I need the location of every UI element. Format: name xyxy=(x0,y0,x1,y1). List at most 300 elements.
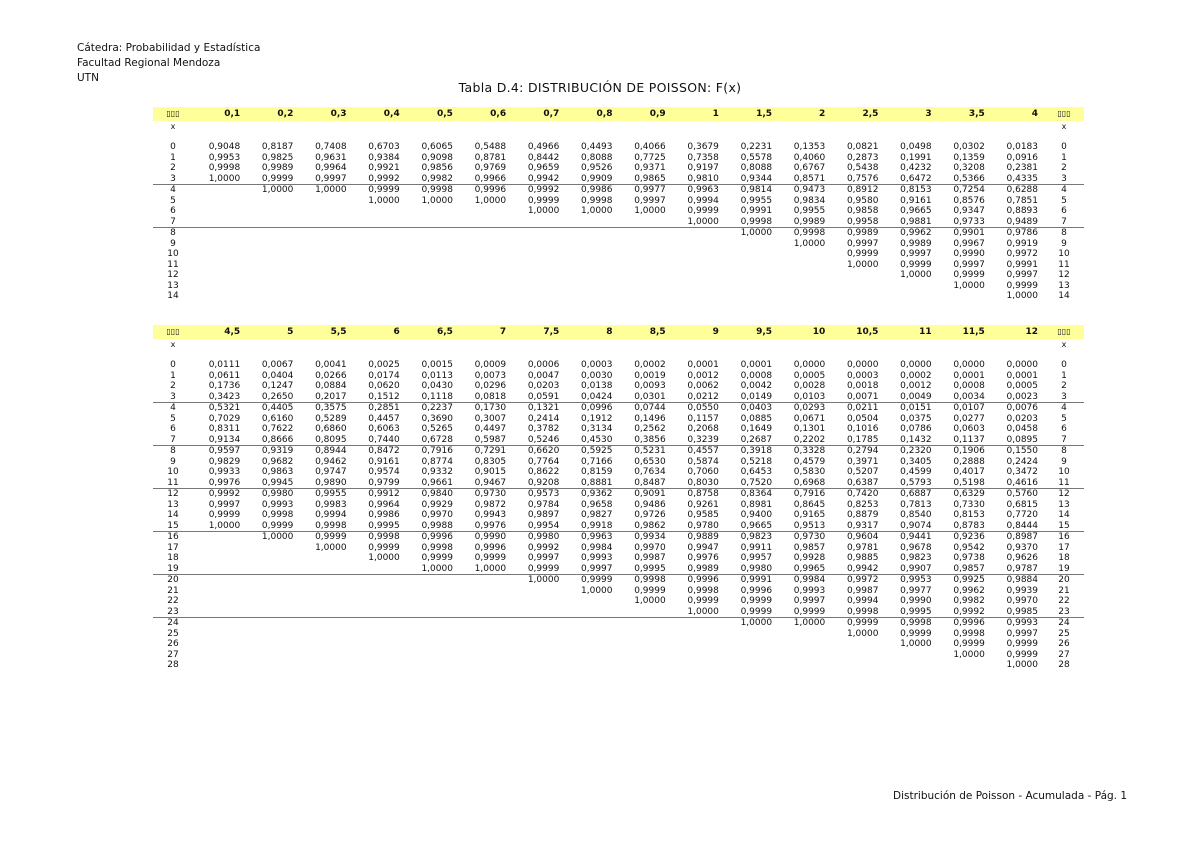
cdf-cell xyxy=(672,270,725,281)
cdf-cell: 0,2851 xyxy=(353,403,406,414)
cdf-cell xyxy=(193,196,246,207)
cdf-cell xyxy=(353,206,406,217)
cdf-cell: 0,4457 xyxy=(368,413,400,424)
x-value: 6 xyxy=(1061,424,1067,434)
table-row xyxy=(153,586,1084,597)
cdf-cell: 0,9934 xyxy=(619,532,672,543)
cdf-cell: 0,9947 xyxy=(687,542,719,553)
cdf-cell: 0,8444 xyxy=(1006,520,1038,531)
cdf-cell: 1,0000 xyxy=(246,185,299,196)
cdf-cell xyxy=(406,239,459,250)
cdf-cell: 0,9165 xyxy=(793,510,826,520)
cdf-cell: 0,9999 xyxy=(953,270,985,280)
cdf-cell: 0,0000 xyxy=(793,360,826,370)
cdf-cell xyxy=(299,564,352,575)
lambda-header: 7 xyxy=(459,325,512,339)
cdf-cell: 0,9857 xyxy=(793,542,826,553)
cdf-cell: 0,9513 xyxy=(793,520,826,531)
cdf-cell xyxy=(831,660,884,671)
x-value: 18 xyxy=(167,553,179,563)
cdf-cell: 0,8088 xyxy=(581,152,613,163)
cdf-cell: 0,2888 xyxy=(953,456,985,467)
cdf-cell: 0,7291 xyxy=(459,446,512,457)
cdf-cell: 0,0000 xyxy=(953,360,985,370)
lambda-header: 11,5 xyxy=(938,325,991,339)
cdf-cell xyxy=(512,607,565,618)
cdf-cell: 0,9091 xyxy=(619,489,672,500)
cdf-cell xyxy=(672,228,725,239)
cdf-cell xyxy=(512,660,565,671)
cdf-cell: 0,8153 xyxy=(884,185,937,196)
cdf-cell: 0,9319 xyxy=(246,446,299,457)
cdf-cell: 0,4530 xyxy=(581,434,613,445)
cdf-cell: 0,9786 xyxy=(991,228,1044,239)
cdf-cell: 0,2414 xyxy=(527,413,560,424)
cdf-cell: 0,9344 xyxy=(740,173,773,184)
cdf-cell: 0,7408 xyxy=(315,142,347,152)
cdf-cell: 0,0025 xyxy=(368,360,400,370)
cdf-cell: 0,9865 xyxy=(634,173,666,184)
cdf-cell: 0,9999 xyxy=(565,575,618,586)
x-value: 18 xyxy=(1058,553,1070,563)
cdf-cell xyxy=(884,281,937,292)
cdf-cell: 0,9953 xyxy=(884,575,937,586)
x-value: 6 xyxy=(170,206,176,216)
cdf-cell: 0,2794 xyxy=(831,446,884,457)
cdf-cell: 0,0404 xyxy=(261,370,294,381)
cdf-cell xyxy=(353,660,406,671)
table-row xyxy=(153,457,1084,468)
cdf-cell: 0,0183 xyxy=(1006,142,1038,152)
cdf-cell xyxy=(299,650,352,661)
cdf-cell: 0,9486 xyxy=(634,499,666,510)
cdf-cell: 0,9954 xyxy=(527,520,560,531)
cdf-cell: 0,9840 xyxy=(406,489,459,500)
cdf-cell: 0,9998 xyxy=(884,618,937,629)
x-value: 12 xyxy=(167,270,179,280)
cdf-cell: 0,9999 xyxy=(740,606,773,617)
cdf-cell xyxy=(778,249,831,260)
lambda-header: 0,8 xyxy=(565,107,618,121)
cdf-cell: 0,9317 xyxy=(846,520,879,531)
cdf-cell: 0,0034 xyxy=(953,391,985,402)
x-value: 14 xyxy=(1058,291,1070,301)
x-value: 6 xyxy=(170,424,176,434)
cdf-cell: 0,8879 xyxy=(846,510,879,520)
cdf-cell xyxy=(512,639,565,650)
cdf-cell xyxy=(193,586,246,597)
x-value: 26 xyxy=(1058,639,1070,649)
cdf-cell: 0,9990 xyxy=(459,532,512,543)
cdf-cell: 0,9730 xyxy=(778,532,831,543)
cdf-cell: 0,9997 xyxy=(527,553,560,563)
cdf-cell: 0,9332 xyxy=(421,467,453,477)
cdf-cell: 0,9862 xyxy=(634,520,666,531)
cdf-cell xyxy=(406,660,459,671)
cdf-cell: 0,7060 xyxy=(687,467,719,477)
cdf-cell: 0,0302 xyxy=(953,142,985,152)
cdf-cell: 0,9993 xyxy=(261,499,294,510)
cdf-cell: 1,0000 xyxy=(208,520,241,531)
x-value: 1 xyxy=(1061,370,1067,381)
cdf-cell: 0,9999 xyxy=(261,173,294,184)
lambda-header: 10 xyxy=(778,325,831,339)
cdf-cell: 0,0603 xyxy=(953,424,985,434)
table-row xyxy=(153,435,1084,446)
cdf-cell: 0,9998 xyxy=(421,542,453,553)
cdf-cell xyxy=(299,553,352,564)
cdf-cell: 0,6453 xyxy=(740,467,773,477)
cdf-cell xyxy=(299,629,352,640)
cdf-cell: 0,7576 xyxy=(846,173,879,184)
header-facultad: Facultad Regional Mendoza xyxy=(77,57,221,69)
cdf-cell: 0,1247 xyxy=(261,381,294,391)
cdf-cell: 0,9962 xyxy=(953,585,985,596)
cdf-cell: 0,9996 xyxy=(459,185,512,196)
cdf-cell xyxy=(299,270,352,281)
cdf-cell: 1,0000 xyxy=(900,639,932,649)
cdf-cell: 0,9980 xyxy=(740,563,773,574)
cdf-cell: 0,9996 xyxy=(406,532,459,543)
cdf-cell xyxy=(353,596,406,607)
x-value: 4 xyxy=(153,185,193,196)
lambda-header: 4 xyxy=(991,107,1044,121)
cdf-cell: 0,9992 xyxy=(368,173,400,184)
x-value: 10 xyxy=(1058,249,1070,259)
cdf-cell xyxy=(459,639,512,650)
cdf-cell xyxy=(246,607,299,618)
cdf-cell: 0,9925 xyxy=(938,575,991,586)
cdf-cell xyxy=(246,629,299,640)
cdf-cell: 0,9943 xyxy=(474,510,507,520)
x-value: 11 xyxy=(1058,477,1070,488)
cdf-cell xyxy=(512,618,565,629)
cdf-cell xyxy=(565,260,618,271)
cdf-cell xyxy=(246,260,299,271)
cdf-cell: 0,8030 xyxy=(687,477,719,488)
cdf-cell xyxy=(246,575,299,586)
cdf-cell: 0,6968 xyxy=(793,477,826,488)
cdf-cell: 0,3208 xyxy=(953,163,985,173)
cdf-cell: 0,4599 xyxy=(900,467,932,477)
cdf-cell xyxy=(672,650,725,661)
cdf-cell: 1,0000 xyxy=(725,228,778,239)
cdf-cell xyxy=(406,260,459,271)
cdf-cell: 0,0001 xyxy=(953,370,985,381)
cdf-cell: 0,9823 xyxy=(725,532,778,543)
cdf-cell xyxy=(193,596,246,607)
cdf-cell: 0,9988 xyxy=(421,520,453,531)
cdf-cell: 1,0000 xyxy=(846,628,879,639)
cdf-cell: 0,9827 xyxy=(581,510,613,520)
cdf-cell: 0,0744 xyxy=(619,403,672,414)
cdf-cell: 0,9955 xyxy=(740,195,773,206)
cdf-cell xyxy=(406,249,459,260)
cdf-cell: 0,9958 xyxy=(846,216,879,227)
cdf-cell xyxy=(565,281,618,292)
cdf-cell: 0,9998 xyxy=(581,195,613,206)
cdf-cell xyxy=(459,217,512,228)
cdf-cell xyxy=(299,596,352,607)
cdf-cell: 0,3007 xyxy=(474,413,507,424)
cdf-cell: 0,9362 xyxy=(565,489,618,500)
cdf-cell: 0,6887 xyxy=(884,489,937,500)
cdf-cell: 0,0151 xyxy=(884,403,937,414)
cdf-cell xyxy=(672,249,725,260)
cdf-cell: 1,0000 xyxy=(900,270,932,280)
cdf-cell: 1,0000 xyxy=(315,542,347,553)
cdf-cell: 0,0008 xyxy=(740,370,773,381)
cdf-cell xyxy=(459,586,512,597)
cdf-cell: 0,4232 xyxy=(900,163,932,173)
cdf-cell: 0,9992 xyxy=(193,489,246,500)
cdf-cell xyxy=(619,270,672,281)
cdf-cell: 0,0301 xyxy=(634,391,666,402)
cdf-cell: 0,0611 xyxy=(208,370,241,381)
table-row xyxy=(153,206,1084,217)
cdf-cell xyxy=(512,239,565,250)
cdf-cell: 0,0071 xyxy=(846,391,879,402)
x-value: 23 xyxy=(167,606,179,617)
lambda-header: 10,5 xyxy=(831,325,884,339)
x-value: 12 xyxy=(1044,489,1084,500)
cdf-cell: 0,5321 xyxy=(193,403,246,414)
cdf-cell xyxy=(246,291,299,302)
cdf-cell: 0,9955 xyxy=(299,489,352,500)
cdf-cell: 0,0671 xyxy=(793,413,826,424)
x-value: 7 xyxy=(1061,216,1067,227)
cdf-cell: 0,1906 xyxy=(938,446,991,457)
cdf-cell: 1,0000 xyxy=(725,618,778,629)
table-row xyxy=(153,424,1084,435)
cdf-cell: 0,9784 xyxy=(527,499,560,510)
cdf-cell: 0,9574 xyxy=(368,467,400,477)
cdf-cell xyxy=(619,660,672,671)
cdf-cell: 0,9347 xyxy=(953,206,985,216)
cdf-cell: 0,0019 xyxy=(634,370,666,381)
cdf-cell: 0,0375 xyxy=(900,413,932,424)
cdf-cell: 0,9542 xyxy=(953,542,985,553)
cdf-cell: 0,5265 xyxy=(421,424,453,434)
x-value: 3 xyxy=(1061,173,1067,184)
cdf-cell: 1,0000 xyxy=(846,259,879,270)
cdf-cell: 0,9942 xyxy=(846,563,879,574)
cdf-cell: 0,7440 xyxy=(368,434,400,445)
table-row xyxy=(153,260,1084,271)
cdf-cell xyxy=(299,575,352,586)
cdf-cell xyxy=(512,281,565,292)
cdf-cell xyxy=(406,596,459,607)
table-row xyxy=(153,478,1084,489)
cdf-cell xyxy=(406,629,459,640)
header-utn: UTN xyxy=(77,72,99,84)
cdf-cell xyxy=(619,639,672,650)
cdf-cell xyxy=(353,281,406,292)
cdf-cell: 0,9261 xyxy=(687,499,719,510)
cdf-cell: 0,1301 xyxy=(793,424,826,434)
cdf-cell xyxy=(246,228,299,239)
cdf-cell: 0,9982 xyxy=(953,596,985,606)
cdf-cell xyxy=(299,607,352,618)
cdf-cell: 0,9995 xyxy=(634,563,666,574)
cdf-cell: 0,9489 xyxy=(1006,216,1038,227)
cdf-cell xyxy=(725,660,778,671)
cdf-cell: 0,9998 xyxy=(846,606,879,617)
cdf-cell xyxy=(193,532,246,543)
lambda-header: 0,2 xyxy=(246,107,299,121)
cdf-cell: 0,9473 xyxy=(778,185,831,196)
cdf-cell: 0,9999 xyxy=(474,553,507,563)
cdf-cell xyxy=(725,270,778,281)
cdf-cell: 0,4557 xyxy=(672,446,725,457)
x-value: 0 xyxy=(170,142,176,152)
x-value: 25 xyxy=(167,628,179,639)
cdf-cell xyxy=(193,228,246,239)
cdf-cell xyxy=(565,618,618,629)
cdf-cell xyxy=(353,564,406,575)
cdf-cell: 0,8758 xyxy=(672,489,725,500)
cdf-cell: 0,9990 xyxy=(953,249,985,259)
cdf-cell xyxy=(353,249,406,260)
cdf-cell: 0,9074 xyxy=(900,520,932,531)
x-label: x xyxy=(170,339,176,349)
cdf-cell: 0,9994 xyxy=(687,195,719,206)
cdf-cell: 0,9781 xyxy=(846,542,879,553)
cdf-cell: 0,2320 xyxy=(884,446,937,457)
cdf-cell: 0,9997 xyxy=(953,259,985,270)
x-value: 24 xyxy=(153,618,193,629)
cdf-cell xyxy=(299,660,352,671)
cdf-cell xyxy=(353,618,406,629)
x-value: 1 xyxy=(1061,152,1067,163)
cdf-cell: 1,0000 xyxy=(778,618,831,629)
cdf-cell: 0,8645 xyxy=(793,499,826,510)
cdf-cell xyxy=(193,543,246,554)
cdf-cell: 0,9631 xyxy=(315,152,347,163)
cdf-cell: 0,9371 xyxy=(634,163,666,173)
cdf-cell: 0,9970 xyxy=(634,542,666,553)
cdf-cell xyxy=(831,291,884,302)
cdf-cell: 0,8311 xyxy=(208,424,241,434)
cdf-cell: 1,0000 xyxy=(299,185,352,196)
cdf-cell: 0,9999 xyxy=(421,553,453,563)
table-row xyxy=(153,196,1084,207)
cdf-cell xyxy=(938,291,991,302)
cdf-cell: 1,0000 xyxy=(687,606,719,617)
lambda-header-row xyxy=(153,325,1084,339)
cdf-cell: 0,9787 xyxy=(1006,563,1038,574)
cdf-cell: 1,0000 xyxy=(208,173,241,184)
cdf-cell xyxy=(246,543,299,554)
cdf-cell: 0,9963 xyxy=(565,532,618,543)
cdf-cell xyxy=(246,553,299,564)
cdf-cell: 0,0885 xyxy=(740,413,773,424)
cdf-cell: 0,5246 xyxy=(527,434,560,445)
cdf-cell xyxy=(565,596,618,607)
cdf-cell: 0,9997 xyxy=(1006,270,1038,280)
cdf-cell xyxy=(406,281,459,292)
cdf-cell xyxy=(246,206,299,217)
cdf-cell: 0,9995 xyxy=(900,606,932,617)
cdf-cell: 0,0818 xyxy=(474,391,507,402)
cdf-cell: 0,9995 xyxy=(368,520,400,531)
cdf-cell xyxy=(512,217,565,228)
cdf-cell: 0,9977 xyxy=(900,585,932,596)
cdf-cell: 0,2687 xyxy=(740,434,773,445)
cdf-cell: 0,5289 xyxy=(315,413,347,424)
cdf-cell xyxy=(725,650,778,661)
cdf-cell: 0,8253 xyxy=(846,499,879,510)
cdf-cell: 0,0211 xyxy=(831,403,884,414)
cdf-cell: 0,0000 xyxy=(900,360,932,370)
lambda-header: 0,6 xyxy=(459,107,512,121)
cdf-cell: 0,1991 xyxy=(900,152,932,163)
cdf-cell: 1,0000 xyxy=(246,532,299,543)
cdf-cell xyxy=(725,239,778,250)
x-label-row xyxy=(153,339,1084,350)
cdf-cell: 0,9999 xyxy=(299,532,352,543)
x-value: 25 xyxy=(1058,628,1070,639)
cdf-cell: 0,9998 xyxy=(208,163,241,173)
cdf-cell xyxy=(512,629,565,640)
cdf-cell: 0,3239 xyxy=(687,434,719,445)
cdf-cell: 0,8571 xyxy=(793,173,826,184)
cdf-cell: 0,0093 xyxy=(634,381,666,391)
cdf-cell xyxy=(193,553,246,564)
cdf-cell: 0,9997 xyxy=(634,195,666,206)
cdf-cell: 0,8159 xyxy=(581,467,613,477)
cdf-cell: 0,9984 xyxy=(581,542,613,553)
cdf-cell: 0,9999 xyxy=(261,520,294,531)
table-row xyxy=(153,291,1084,302)
cdf-cell xyxy=(193,629,246,640)
cdf-cell xyxy=(884,650,937,661)
cdf-cell: 0,9810 xyxy=(687,173,719,184)
cdf-cell: 0,8088 xyxy=(740,163,773,173)
cdf-cell: 0,9384 xyxy=(368,152,400,163)
cdf-cell: 0,0895 xyxy=(1006,434,1038,445)
x-value: 10 xyxy=(167,467,179,477)
cdf-cell: 0,6620 xyxy=(512,446,565,457)
table-row xyxy=(153,521,1084,532)
cdf-cell: 0,9999 xyxy=(353,185,406,196)
cdf-cell xyxy=(353,291,406,302)
cdf-cell: 0,6329 xyxy=(938,489,991,500)
cdf-cell: 0,3405 xyxy=(900,456,932,467)
cdf-cell xyxy=(565,650,618,661)
cdf-cell: 0,3328 xyxy=(778,446,831,457)
cdf-cell: 0,1736 xyxy=(208,381,241,391)
cdf-cell: 0,9998 xyxy=(687,585,719,596)
cdf-cell xyxy=(299,281,352,292)
cdf-cell xyxy=(619,217,672,228)
cdf-cell: 0,2231 xyxy=(740,142,773,152)
cdf-cell: 0,9098 xyxy=(421,152,453,163)
cdf-cell: 0,9997 xyxy=(581,563,613,574)
cdf-cell: 0,0403 xyxy=(725,403,778,414)
lambda-header: 0,5 xyxy=(406,107,459,121)
cdf-cell: 0,9964 xyxy=(368,499,400,510)
cdf-cell xyxy=(459,660,512,671)
cdf-cell: 0,9661 xyxy=(421,477,453,488)
cdf-cell: 0,9999 xyxy=(953,639,985,649)
cdf-cell xyxy=(672,639,725,650)
cdf-cell xyxy=(565,291,618,302)
table-row xyxy=(153,500,1084,511)
x-value: 13 xyxy=(1058,280,1070,291)
cdf-cell: 0,9998 xyxy=(778,228,831,239)
cdf-cell: 0,0001 xyxy=(1006,370,1038,381)
